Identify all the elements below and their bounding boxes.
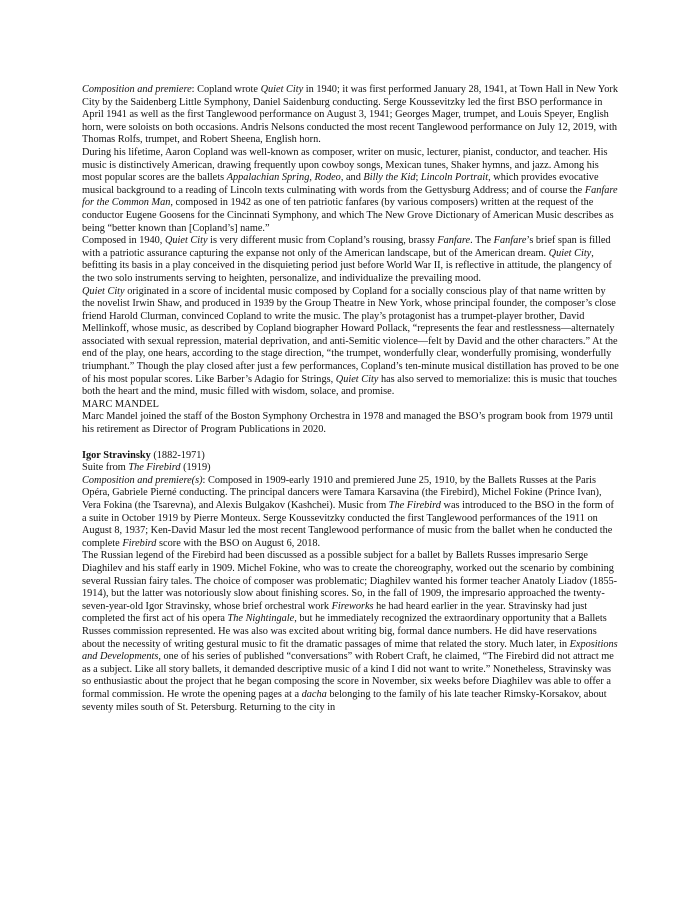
stravinsky-premiere-paragraph: Composition and premiere(s): Composed in 1909-early 1910 and premiered June 25, 1910, by the Ballets Russes at the Paris Opéra, Gabriele Pierné conducting. The principal dancers were Tamara Karsavina (the Firebird), Michel Fokine (Prince Ivan), Vera Fokina (the Tsarevna), and Alexis Bulgakov (Kashchei). Music from The Firebird was introduced to the BSO in the form of a suite in October 1919 by Pierre Monteux. Serge Koussevitzky conducted the first Tanglewood performances of the 1911 on August 8, 1937; Ken-David Masur led the most recent Tanglewood performance of music from the ballet when he conducted the complete Firebird score with the BSO on August 6, 2018. [82, 474, 614, 549]
copland-paragraph-3: Quiet City originated in a score of incidental music composed by Copland for a socially conscious play of that name written by the novelist Irwin Shaw, and produced in 1939 by the Group Theatre in New York, whose principal founder, the composer’s close friend Harold Clurman, convinced Copland to write the music. The play’s protagonist has a trumpet-player brother, David Mellinkoff, whose music, as described by Copland biographer Howard Pollack, “represents the fear and restlessness—alternately associated with sexual repression, material deprivation, and anti-Semitic violence—felt by David and the other characters.” At the end of the play, one hears, according to the stage direction, “the trumpet, wonderfully clear, wonderfully promising, wonderfully triumphant.” Though the play closed after just a few performances, Copland’s ten-minute musical distillation has proved to be one of his most popular scores. Like Barber’s Adagio for Strings, Quiet City has also served to memorialize: this is music that touches both the heart and the mind, music filled with wisdom, solace, and promise. [82, 285, 619, 398]
composer-name: Igor Stravinsky [82, 449, 151, 461]
copland-premiere-paragraph: Composition and premiere: Copland wrote Quiet City in 1940; it was first performed January 28, 1941, at Town Hall in New York City by the Saidenberg Little Symphony, Daniel Saidenburg conducting. Serge Koussevitzky led the first BSO performance in April 1941 as well as the first Tanglewood performance on August 3, 1941; Georges Mager, trumpet, and Louis Speyer, English horn, were soloists on both occasions. Andris Nelsons conducted the most recent Tanglewood performance on July 12, 2019, with Thomas Rolfs, trumpet, and Robert Sheena, English horn. [82, 84, 619, 146]
stravinsky-heading [82, 450, 620, 463]
author-name: MARC MANDEL [82, 398, 159, 410]
document-page [82, 84, 620, 714]
stravinsky-work-line: Suite from The Firebird (1919) [82, 462, 211, 474]
work-title: The Firebird [128, 462, 181, 474]
premiere-label: Composition and premiere [82, 84, 192, 95]
copland-paragraph-1: During his lifetime, Aaron Copland was well-known as composer, writer on music, lecturer, pianist, conductor, and teacher. His music is distinctively American, drawing frequently upon cowboy songs, Mexican tunes, Shaker hymns, and jazz. Among his most popular scores are the ballets Appalachian Spring, Rodeo, and Billy the Kid; Lincoln Portrait, which provides evocative musical background to a reading of Lincoln texts culminating with words from the Gettysburg Address; and of course the Fanfare for the Common Man, composed in 1942 as one of ten patriotic fanfares (by various composers) written at the request of the conductor Eugene Goosens for the Cincinnati Symphony, and which The New Grove Dictionary of American Music describes as being “better known than [Copland’s] name.” [82, 146, 618, 234]
copland-paragraph-2: Composed in 1940, Quiet City is very different music from Copland’s rousing, brassy Fanfare. The Fanfare’s brief span is filled with a patriotic assurance capturing the expanse not only of the American landscape, but of the American dream. Quiet City, befitting its basis in a play conceived in the disquieting period just before World War II, is reflective in attitude, the plangency of the two solo instruments serving to heighten, personalize, and individualize the prevailing mood. [82, 235, 612, 284]
section-gap [82, 437, 620, 450]
author-bio: Marc Mandel joined the staff of the Boston Symphony Orchestra in 1978 and managed the BSO’s program book from 1979 until his retirement as Director of Program Publications in 2020. [82, 411, 614, 436]
work-title: Quiet City [260, 84, 304, 95]
stravinsky-paragraph-1: The Russian legend of the Firebird had been discussed as a possible subject for a ballet by Ballets Russes impresario Serge Diaghilev and his staff early in 1909. Michel Fokine, who was to create the choreography, worked out the scenario by combining several Russian fairy tales. The choice of composer was problematic; Diaghilev wanted his former teacher Anatoly Liadov (1855-1914), but the latter was notoriously slow about finishing scores. So, in the fall of 1909, the impresario approached the twenty-seven-year-old Igor Stravinsky, whose brief orchestral work Fireworks he had heard earlier in the year. Stravinsky had just completed the first act of his opera The Nightingale, but he immediately recognized the extraordinary opportunity that a Ballets Russes commission represented. He was also was excited about writing big, formal dance numbers. He did have reservations about the necessity of writing gestural music to fit the dramatic passages of mime that related the story. Much later, in Expositions and Developments, one of his series of published “conversations” with Robert Craft, he claimed, “The Firebird did not attract me as a subject. Like all story ballets, it demanded descriptive music of a kind I did not want to write.” Nonetheless, Stravinsky was so enthusiastic about the project that he began composing the score in November, six weeks before Diaghilev was able to offer a formal commission. He wrote the opening pages at a dacha belonging to the family of his late teacher Rimsky-Korsakov, about seventy miles south of St. Petersburg. Returning to the city in [82, 550, 618, 713]
premiere-text: in 1940; it was first performed January 28, 1941, at Town Hall in New York City by the Saidenberg Little Symphony, Daniel Saidenburg conducting. Serge Koussevitzky led the first BSO performance in April 1941 as well as the first Tanglewood performance on August 3, 1941; Georges Mager, trumpet, and Louis Speyer, English horn, were soloists on both occasions. Andris Nelsons conducted the most recent Tanglewood performance on July 12, 2019, with Thomas Rolfs, trumpet, and Robert Sheena, English horn. [82, 84, 619, 146]
premiere-label: Composition and premiere(s) [82, 474, 203, 486]
composer-dates: (1882-1971) [150, 449, 205, 461]
